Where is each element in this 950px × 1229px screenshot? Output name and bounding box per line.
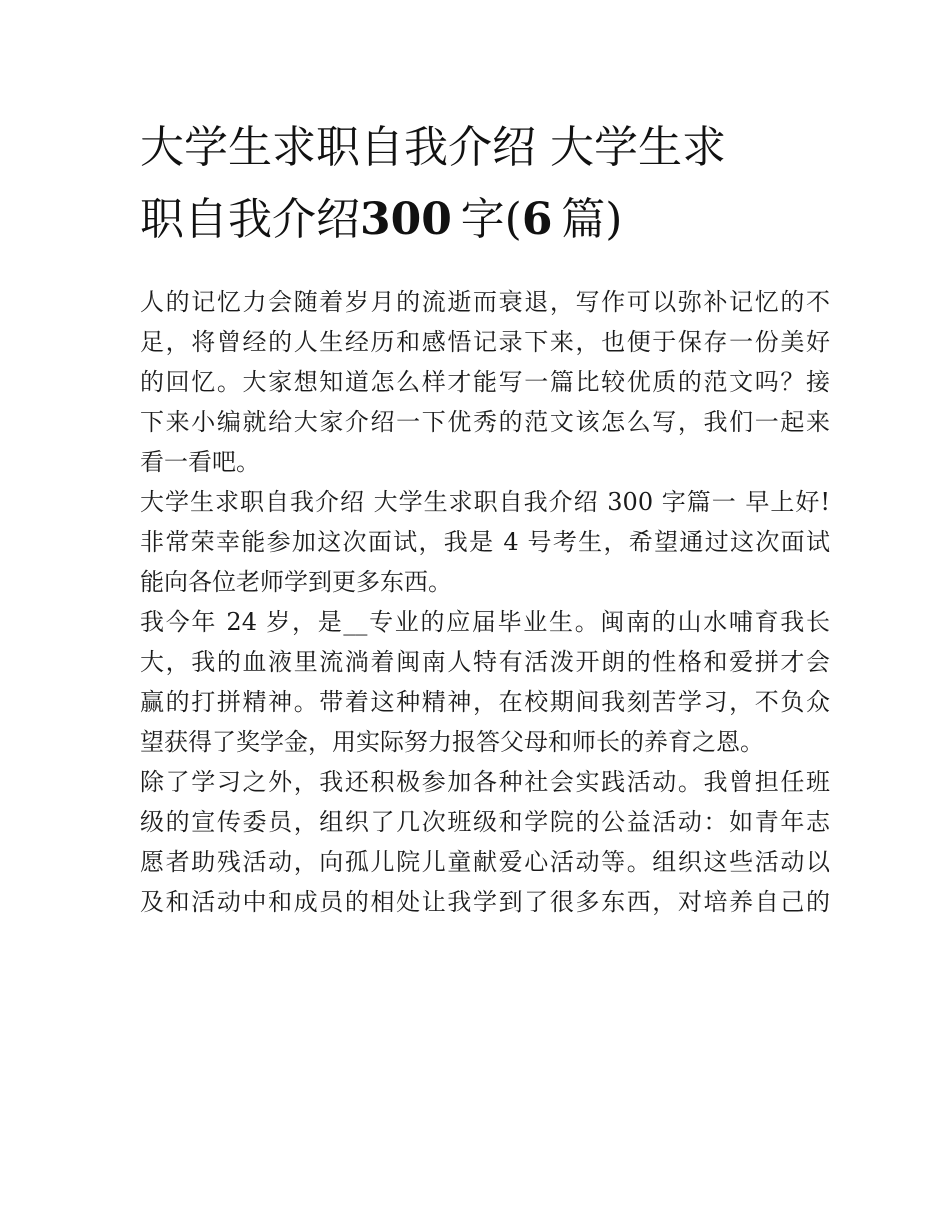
title-text-a: 职自我介绍 bbox=[140, 194, 360, 245]
paragraph-line: 及和活动中和成员的相处让我学到了很多东西，对培养自己的 bbox=[140, 888, 830, 916]
paragraph-line: 大，我的血液里流淌着闽南人特有活泼开朗的性格和爱拼才会 bbox=[140, 648, 830, 676]
title-number-6: 6 bbox=[521, 194, 553, 245]
paragraph-line: 望获得了奖学金，用实际努力报答父母和师长的养育之恩。 bbox=[140, 728, 764, 756]
paragraph-section-one bbox=[140, 482, 830, 602]
paragraph-activities bbox=[140, 762, 830, 922]
paragraph-line: 非常荣幸能参加这次面试，我是 4 号考生，希望通过这次面试 bbox=[140, 528, 830, 556]
paragraph-background bbox=[140, 602, 830, 762]
paragraph-line: 大学生求职自我介绍 大学生求职自我介绍 300 字篇一 早上好! bbox=[140, 488, 830, 516]
paragraph-line: 能向各位老师学到更多东西。 bbox=[140, 568, 452, 596]
paragraph-line: 愿者助残活动，向孤儿院儿童献爱心活动等。组织这些活动以 bbox=[140, 848, 830, 876]
document-body bbox=[140, 282, 830, 922]
title-text-e: 篇) bbox=[561, 194, 623, 245]
paragraph-intro bbox=[140, 282, 830, 482]
paragraph-line: 看一看吧。 bbox=[140, 448, 260, 476]
paragraph-line: 级的宣传委员，组织了几次班级和学院的公益活动：如青年志 bbox=[140, 808, 830, 836]
paragraph-line: 的回忆。大家想知道怎么样才能写一篇比较优质的范文吗？接 bbox=[140, 368, 830, 396]
title-line-1: 大学生求职自我介绍 大学生求 bbox=[140, 122, 726, 173]
paragraph-line: 我今年 24 岁，是__专业的应届毕业生。闽南的山水哺育我长 bbox=[140, 608, 830, 636]
document-title bbox=[140, 112, 830, 256]
paragraph-line: 人的记忆力会随着岁月的流逝而衰退，写作可以弥补记忆的不 bbox=[140, 288, 830, 316]
paragraph-line: 下来小编就给大家介绍一下优秀的范文该怎么写，我们一起来 bbox=[140, 408, 830, 436]
paragraph-line: 赢的打拼精神。带着这种精神，在校期间我刻苦学习，不负众 bbox=[140, 688, 830, 716]
paragraph-line: 足，将曾经的人生经历和感悟记录下来，也便于保存一份美好 bbox=[140, 328, 830, 356]
paragraph-line: 除了学习之外，我还积极参加各种社会实践活动。我曾担任班 bbox=[140, 768, 830, 796]
title-text-c: 字( bbox=[460, 194, 522, 245]
title-number-300: 300 bbox=[360, 194, 452, 245]
title-line-2 bbox=[140, 184, 830, 256]
